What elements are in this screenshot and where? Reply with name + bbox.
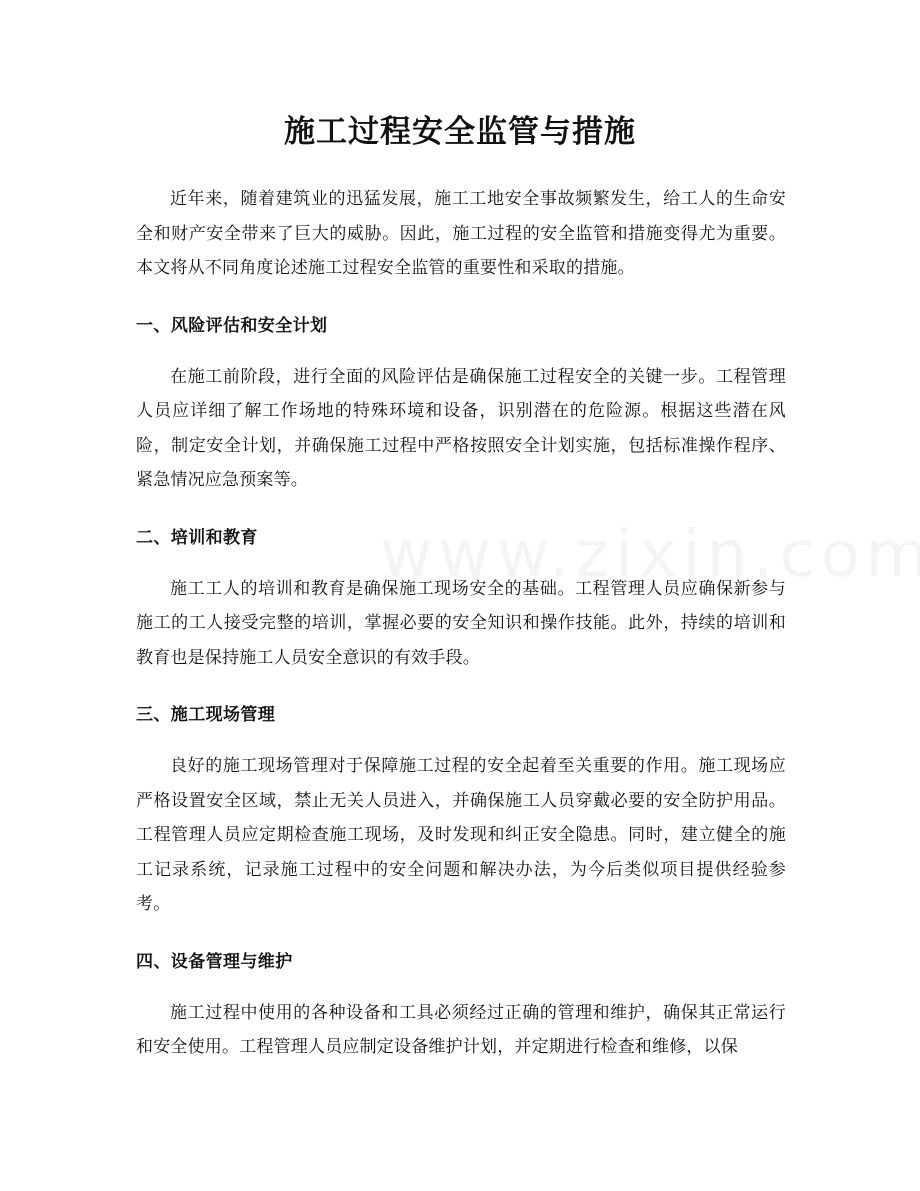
section-body-training: 施工工人的培训和教育是确保施工现场安全的基础。工程管理人员应确保新参与施工的工人接受完整的培训，掌握必要的安全知识和操作技能。此外，持续的培训和教育也是保持施工人员安全意识的有效手段。 xyxy=(136,578,786,668)
spacer xyxy=(136,286,786,309)
section-heading-risk-assessment: 一、风险评估和安全计划 xyxy=(136,315,328,336)
page-title: 施工过程安全监管与措施 xyxy=(284,114,636,150)
spacer xyxy=(136,555,786,572)
section-heading-site-management: 三、施工现场管理 xyxy=(136,705,276,725)
document-body xyxy=(136,182,786,1065)
spacer xyxy=(136,732,786,749)
section-heading-training: 二、培训和教育 xyxy=(136,527,258,548)
section-heading-equipment: 四、设备管理与维护 xyxy=(136,951,293,972)
spacer xyxy=(136,675,786,698)
section-body-risk-assessment: 在施工前阶段，进行全面的风险评估是确保施工过程安全的关键一步。工程管理人员应详细了解工作场地的特殊环境和设备，识别潜在的危险源。根据这些潜在风险，制定安全计划，并确保施工过程中严格按照安全计划实施，包括标准操作程序、紧急情况应急预案等。 xyxy=(136,366,786,490)
spacer xyxy=(136,343,786,360)
intro-paragraph: 近年来，随着建筑业的迅猛发展，施工工地安全事故频繁发生，给工人的生命安全和财产安全带来了巨大的威胁。因此，施工过程的安全监管和措施变得尤为重要。本文将从不同角度论述施工过程安全监管的重要性和采取的措施。 xyxy=(136,189,786,278)
section-body-equipment: 施工过程中使用的各种设备和工具必须经过正确的管理和维护，确保其正常运行和安全使用。工程管理人员应制定设备维护计划，并定期进行检查和维修，以保 xyxy=(136,1002,786,1057)
spacer xyxy=(136,498,786,521)
spacer xyxy=(136,979,786,996)
section-body-site-management: 良好的施工现场管理对于保障施工过程的安全起着至关重要的作用。施工现场应严格设置安全区域，禁止无关人员进入，并确保施工人员穿戴必要的安全防护用品。工程管理人员应定期检查施工现场，及时发现和纠正安全隐患。同时，建立健全的施工记录系统，记录施工过程中的安全问题和解决办法，为今后类似项目提供经验参考。 xyxy=(136,756,786,914)
spacer xyxy=(136,922,786,945)
